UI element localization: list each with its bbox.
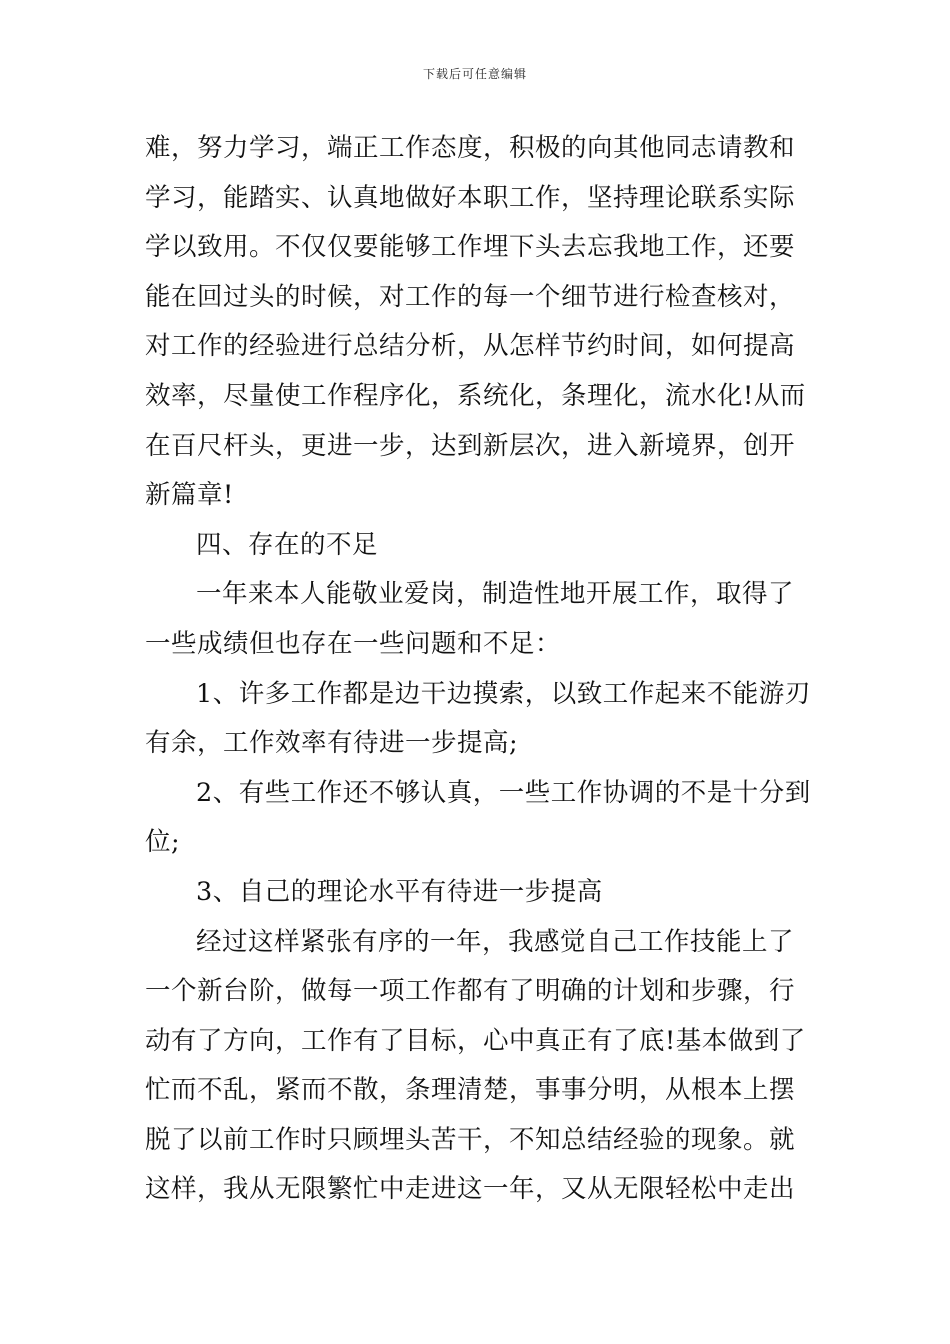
text-line-13: 有余，工作效率有待进一步提高; bbox=[145, 728, 519, 759]
text-line-5: 对工作的经验进行总结分析，从怎样节约时间，如何提高 bbox=[145, 331, 796, 362]
document-body bbox=[145, 124, 810, 1215]
text-line-22: 这样，我从无限繁忙中走进这一年，又从无限轻松中走出 bbox=[145, 1174, 796, 1205]
text-line-10: 一年来本人能敬业爱岗，制造性地开展工作，取得了 bbox=[196, 579, 795, 610]
page-header: 下载后可任意编辑 bbox=[422, 67, 527, 81]
text-line-11: 一些成绩但也存在一些问题和不足： bbox=[145, 628, 562, 659]
list-item-1: 1、许多工作都是边干边摸索，以致工作起来不能游刃 bbox=[196, 678, 811, 709]
text-line-15: 位; bbox=[145, 827, 181, 858]
text-line-18: 一个新台阶，做每一项工作都有了明确的计划和步骤，行 bbox=[145, 976, 796, 1007]
text-line-20: 忙而不乱，紧而不散，条理清楚，事事分明，从根本上摆 bbox=[145, 1075, 796, 1106]
text-line-17: 经过这样紧张有序的一年，我感觉自己工作技能上了 bbox=[196, 926, 795, 957]
list-item-3: 3、自己的理论水平有待进一步提高 bbox=[196, 876, 603, 907]
text-line-7: 在百尺杆头，更进一步，达到新层次，进入新境界，创开 bbox=[145, 430, 796, 461]
section-heading: 四、存在的不足 bbox=[196, 529, 379, 560]
text-line-8: 新篇章! bbox=[145, 480, 234, 511]
text-line-3: 学以致用。不仅仅要能够工作埋下头去忘我地工作，还要 bbox=[145, 232, 796, 263]
text-line-4: 能在回过头的时候，对工作的每一个细节进行检查核对， bbox=[145, 281, 796, 312]
text-line-19: 动有了方向，工作有了目标，心中真正有了底!基本做到了 bbox=[145, 1025, 806, 1056]
text-line-2: 学习，能踏实、认真地做好本职工作，坚持理论联系实际 bbox=[145, 182, 796, 213]
list-item-2: 2、有些工作还不够认真，一些工作协调的不是十分到 bbox=[196, 777, 811, 808]
text-line-6: 效率，尽量使工作程序化，系统化，条理化，流水化!从而 bbox=[145, 380, 806, 411]
text-line-1: 难，努力学习，端正工作态度，积极的向其他同志请教和 bbox=[145, 133, 796, 163]
text-line-21: 脱了以前工作时只顾埋头苦干，不知总结经验的现象。就 bbox=[145, 1124, 796, 1155]
